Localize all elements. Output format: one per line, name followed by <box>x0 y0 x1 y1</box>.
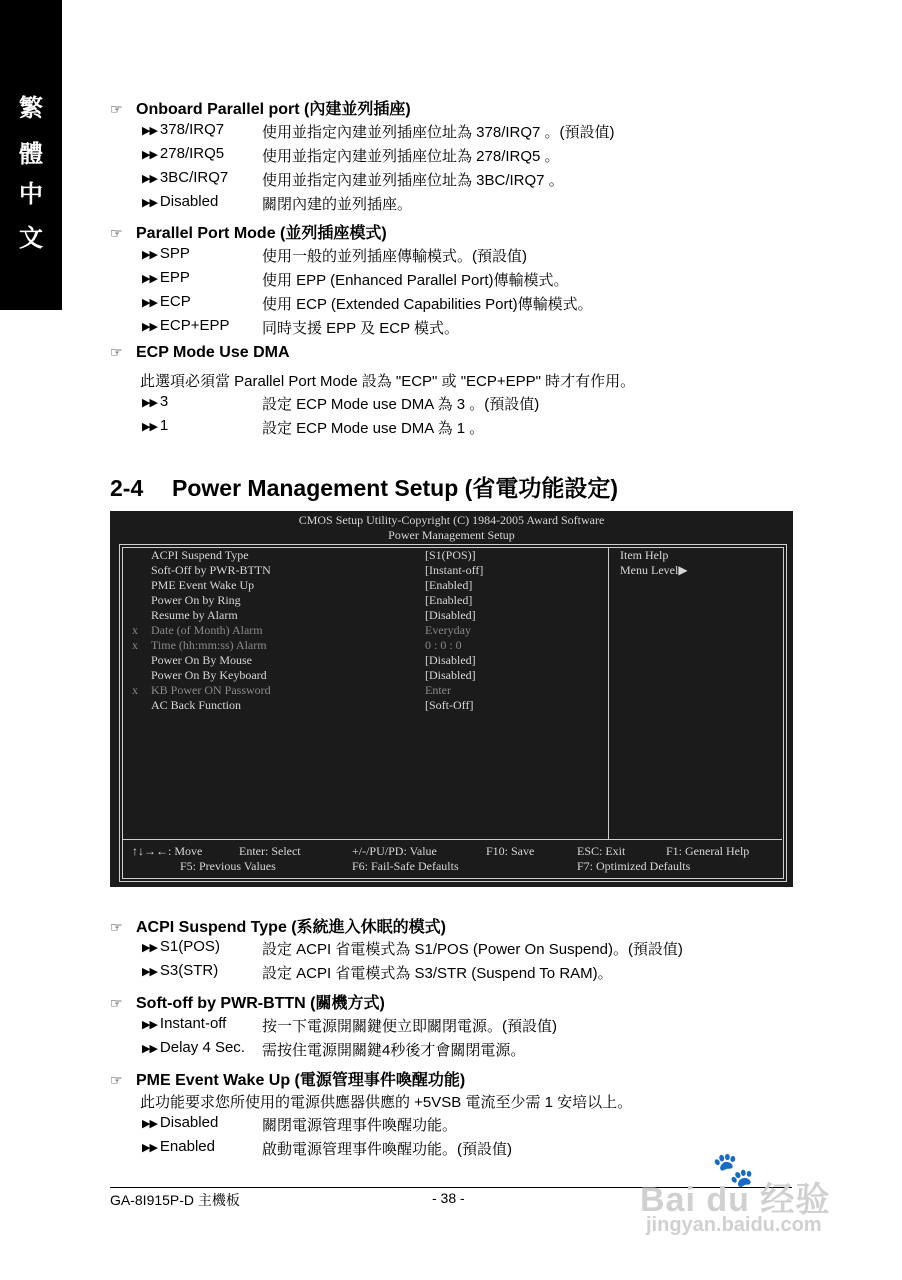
option-label: ▶▶ ECP <box>142 293 191 310</box>
option-label: ▶▶ EPP <box>142 269 190 286</box>
bios-help-level: Menu Level▶ <box>620 563 688 577</box>
double-arrow-icon: ▶▶ <box>142 1118 157 1130</box>
option-description: 使用並指定內建並列插座位址為 3BC/IRQ7 。 <box>262 172 564 189</box>
option-description: 按一下電源開關鍵便立即關閉電源。(預設值) <box>262 1018 557 1035</box>
option-description: 同時支援 EPP 及 ECP 模式。 <box>262 320 459 337</box>
double-arrow-icon: ▶▶ <box>142 149 157 161</box>
option-description: 使用一般的並列插座傳輸模式。(預設值) <box>262 248 527 265</box>
option-description: 使用並指定內建並列插座位址為 378/IRQ7 。(預設值) <box>262 124 615 141</box>
bios-item-name[interactable]: Power On by Ring <box>151 593 241 607</box>
double-arrow-icon: ▶▶ <box>142 321 157 333</box>
side-tab-char-3: 中 <box>19 179 43 208</box>
option-description: 設定 ACPI 省電模式為 S1/POS (Power On Suspend)。(預設值) <box>262 941 683 958</box>
footer-model: GA-8I915P-D 主機板 <box>110 1192 240 1208</box>
double-arrow-icon: ▶▶ <box>142 297 157 309</box>
bios-key-hint: ESC: Exit <box>577 844 626 858</box>
double-arrow-icon: ▶▶ <box>142 1043 157 1055</box>
softoff-heading <box>110 990 385 1013</box>
ecp-dma-title: ECP Mode Use DMA <box>136 344 290 361</box>
watermark-url: jingyan.baidu.com <box>646 1214 822 1236</box>
parallel-port-heading <box>110 96 411 119</box>
side-tab-char-1: 繁 <box>19 93 43 122</box>
bios-item-value[interactable]: [Disabled] <box>425 668 476 682</box>
option-label: ▶▶ Instant-off <box>142 1015 227 1032</box>
acpi-title: ACPI Suspend Type (系統進入休眠的模式) <box>136 919 446 936</box>
option-label: ▶▶ 3BC/IRQ7 <box>142 169 229 186</box>
option-label: ▶▶ SPP <box>142 245 190 262</box>
bios-key-hint: F5: Previous Values <box>180 859 276 873</box>
option-label: ▶▶ Delay 4 Sec. <box>142 1039 245 1056</box>
pointing-hand-icon: ☞ <box>110 225 123 241</box>
bios-item-value[interactable]: [Instant-off] <box>425 563 484 577</box>
double-arrow-icon: ▶▶ <box>142 125 157 137</box>
double-arrow-icon: ▶▶ <box>142 1019 157 1031</box>
bios-item-name[interactable]: ACPI Suspend Type <box>151 548 249 562</box>
option-label: ▶▶ 278/IRQ5 <box>142 145 225 162</box>
bios-item-value[interactable]: [Disabled] <box>425 608 476 622</box>
double-arrow-icon: ▶▶ <box>142 173 157 185</box>
side-tab-char-2: 體 <box>19 139 43 168</box>
option-label: ▶▶ 1 <box>142 417 169 434</box>
option-description: 使用 EPP (Enhanced Parallel Port)傳輸模式。 <box>262 272 569 289</box>
option-label: ▶▶ 3 <box>142 393 169 410</box>
bios-key-hint: Enter: Select <box>239 844 301 858</box>
bios-item-name: KB Power ON Password <box>151 683 271 697</box>
pointing-hand-icon: ☞ <box>110 101 123 117</box>
option-label: ▶▶ Disabled <box>142 1114 219 1131</box>
bios-item-value[interactable]: [Soft-Off] <box>425 698 474 712</box>
bios-item-value: Everyday <box>425 623 471 637</box>
pointing-hand-icon: ☞ <box>110 995 123 1011</box>
double-arrow-icon: ▶▶ <box>142 1142 157 1154</box>
bios-footer-divider <box>122 839 782 840</box>
bios-key-hint: F10: Save <box>486 844 535 858</box>
bios-item-name[interactable]: Power On By Keyboard <box>151 668 267 682</box>
bios-header-subtitle: Power Management Setup <box>388 528 515 542</box>
ecp-dma-note: 此選項必須當 Parallel Port Mode 設為 "ECP" 或 "ECP+EPP" 時才有作用。 <box>140 373 636 390</box>
ecp-dma-heading <box>110 344 290 362</box>
bios-item-value[interactable]: [Enabled] <box>425 578 473 592</box>
bios-help-title: Item Help <box>620 548 669 562</box>
baidu-watermark <box>640 1150 860 1240</box>
option-label: ▶▶ Disabled <box>142 193 219 210</box>
side-tab-char-4: 文 <box>19 223 43 252</box>
option-label: ▶▶ S1(POS) <box>142 938 220 955</box>
bios-item-disabled-marker: x <box>132 623 138 637</box>
bios-item-disabled-marker: x <box>132 683 138 697</box>
bios-item-name: Date (of Month) Alarm <box>151 623 263 637</box>
option-description: 關閉內建的並列插座。 <box>262 196 413 213</box>
bios-item-name[interactable]: AC Back Function <box>151 698 241 712</box>
bios-item-name: Time (hh:mm:ss) Alarm <box>151 638 267 652</box>
port-mode-title: Parallel Port Mode (並列插座模式) <box>136 225 387 242</box>
acpi-heading <box>110 914 446 937</box>
pointing-hand-icon: ☞ <box>110 344 123 360</box>
bios-key-hint: F7: Optimized Defaults <box>577 859 691 873</box>
section-heading <box>110 470 618 503</box>
bios-item-value[interactable]: [S1(POS)] <box>425 548 476 562</box>
bios-screen <box>110 511 793 887</box>
bios-header-title: CMOS Setup Utility-Copyright (C) 1984-2005 Award Software <box>298 513 605 527</box>
bios-key-hint: F6: Fail-Safe Defaults <box>352 859 459 873</box>
bios-key-hint: +/-/PU/PD: Value <box>352 844 437 858</box>
option-description: 設定 ACPI 省電模式為 S3/STR (Suspend To RAM)。 <box>262 965 613 982</box>
bios-key-hint: F1: General Help <box>666 844 750 858</box>
option-label: ▶▶ Enabled <box>142 1138 215 1155</box>
option-description: 啟動電源管理事件喚醒功能。(預設值) <box>262 1141 512 1158</box>
double-arrow-icon: ▶▶ <box>142 966 157 978</box>
pme-title: PME Event Wake Up (電源管理事件喚醒功能) <box>136 1072 466 1089</box>
option-description: 使用並指定內建並列插座位址為 278/IRQ5 。 <box>262 148 560 165</box>
parallel-port-title: Onboard Parallel port (內建並列插座) <box>136 101 411 118</box>
watermark-brand: Bai du 经验 <box>640 1181 831 1219</box>
option-description: 關閉電源管理事件喚醒功能。 <box>262 1117 458 1134</box>
bios-item-name[interactable]: Resume by Alarm <box>151 608 238 622</box>
option-label: ▶▶ 378/IRQ7 <box>142 121 225 138</box>
bios-item-value: 0 : 0 : 0 <box>425 638 462 652</box>
option-label: ▶▶ S3(STR) <box>142 962 219 979</box>
option-description: 使用 ECP (Extended Capabilities Port)傳輸模式。 <box>262 296 593 313</box>
bios-item-value: Enter <box>425 683 451 697</box>
bios-item-value[interactable]: [Disabled] <box>425 653 476 667</box>
pme-note: 此功能要求您所使用的電源供應器供應的 +5VSB 電流至少需 1 安培以上。 <box>140 1094 633 1111</box>
page-number: - 38 - <box>432 1190 465 1206</box>
bios-item-name[interactable]: Soft-Off by PWR-BTTN <box>151 563 271 577</box>
section-title: Power Management Setup (省電功能設定) <box>172 475 618 501</box>
section-number: 2-4 <box>110 475 144 501</box>
language-side-tab <box>0 0 62 310</box>
double-arrow-icon: ▶▶ <box>142 249 157 261</box>
bios-item-disabled-marker: x <box>132 638 138 652</box>
double-arrow-icon: ▶▶ <box>142 397 157 409</box>
bios-help-divider <box>608 547 609 839</box>
option-label: ▶▶ ECP+EPP <box>142 317 230 334</box>
pointing-hand-icon: ☞ <box>110 919 123 935</box>
port-mode-heading <box>110 220 387 243</box>
double-arrow-icon: ▶▶ <box>142 197 157 209</box>
double-arrow-icon: ▶▶ <box>142 942 157 954</box>
pointing-hand-icon: ☞ <box>110 1072 123 1088</box>
option-description: 需按住電源開關鍵4秒後才會關閉電源。 <box>262 1042 526 1059</box>
softoff-title: Soft-off by PWR-BTTN (關機方式) <box>136 995 385 1012</box>
double-arrow-icon: ▶▶ <box>142 273 157 285</box>
paw-icon: 🐾 <box>712 1151 755 1189</box>
pme-heading <box>110 1067 465 1090</box>
double-arrow-icon: ▶▶ <box>142 421 157 433</box>
bios-item-value[interactable]: [Enabled] <box>425 593 473 607</box>
option-description: 設定 ECP Mode use DMA 為 1 。 <box>262 420 485 437</box>
option-description: 設定 ECP Mode use DMA 為 3 。(預設值) <box>262 396 540 413</box>
bios-item-name[interactable]: Power On By Mouse <box>151 653 252 667</box>
bios-item-name[interactable]: PME Event Wake Up <box>151 578 255 592</box>
bios-key-hint: ↑↓→←: Move <box>132 844 203 858</box>
